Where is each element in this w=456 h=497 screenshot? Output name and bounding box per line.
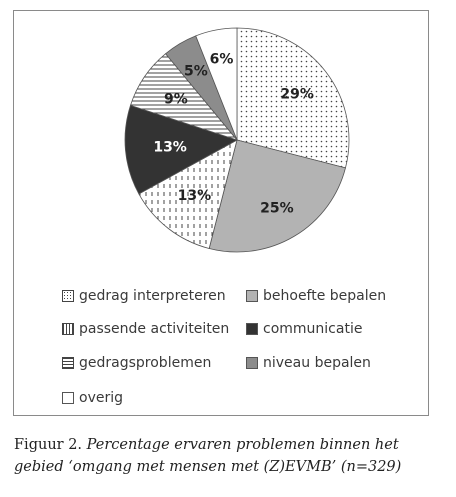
- caption-text: Percentage ervaren problemen binnen het gebied ‘omgang met mensen met (Z)EVMB’ (n=329): [14, 437, 402, 475]
- pie-label-overig: 6%: [209, 51, 234, 68]
- legend-swatch: [62, 357, 74, 369]
- legend-item-overig: [62, 390, 123, 406]
- pie-label-niveau-bepalen: 5%: [184, 63, 208, 80]
- legend-item-gedrag-interpreteren: [62, 288, 226, 304]
- legend-swatch: [62, 323, 74, 335]
- legend-swatch: [246, 357, 258, 369]
- legend-label: gedragsproblemen: [79, 355, 212, 371]
- pie-label-gedragsproblemen: 9%: [163, 91, 188, 108]
- legend-label: gedrag interpreteren: [79, 288, 226, 304]
- legend-swatch: [62, 392, 74, 404]
- legend-item-communicatie: [246, 321, 362, 337]
- legend-label: passende activiteiten: [79, 321, 230, 337]
- pie-label-behoefte-bepalen: 25%: [260, 200, 294, 217]
- legend-label: behoefte bepalen: [263, 288, 387, 304]
- legend-swatch: [246, 323, 258, 335]
- legend-label: niveau bepalen: [263, 355, 371, 371]
- pie-label-gedrag-interpreteren: 29%: [280, 86, 314, 103]
- pie-label-communicatie: 13%: [153, 139, 187, 156]
- legend-item-niveau-bepalen: [246, 355, 371, 371]
- legend-swatch: [62, 290, 74, 302]
- legend-item-behoefte-bepalen: [246, 288, 386, 304]
- legend-label: overig: [79, 390, 123, 406]
- legend-swatch: [246, 290, 258, 302]
- caption-prefix: Figuur 2.: [14, 437, 83, 453]
- pie-label-passende-activiteiten: 13%: [177, 187, 212, 204]
- legend-item-gedragsproblemen: [62, 355, 211, 371]
- figure-caption: [14, 434, 444, 478]
- legend-label: communicatie: [263, 321, 363, 337]
- legend-item-passende-activiteiten: [62, 321, 229, 337]
